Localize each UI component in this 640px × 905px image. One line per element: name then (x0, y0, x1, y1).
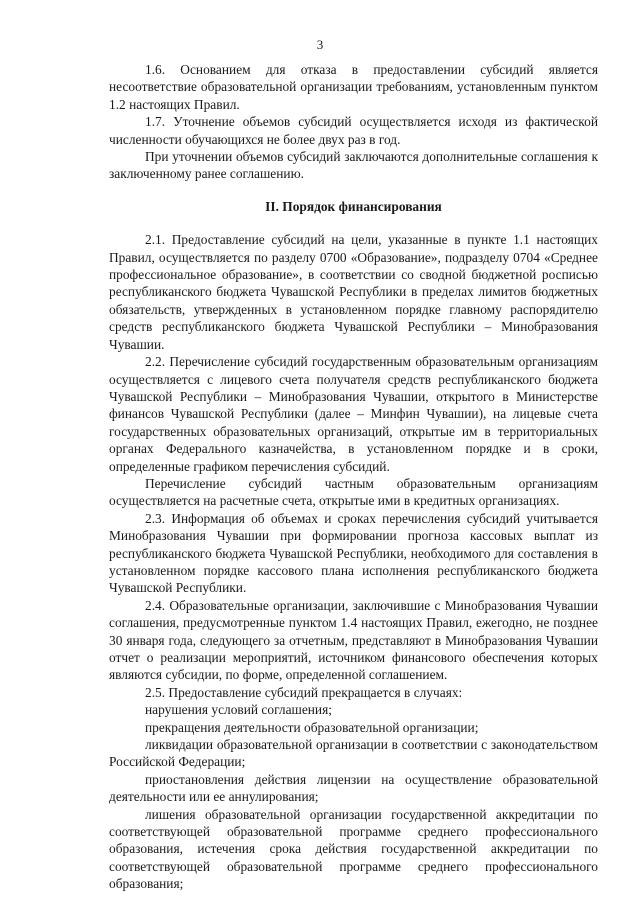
paragraph-1-6: 1.6. Основанием для отказа в предоставлении субсидий является несоответствие образовательной организации требованиям, установленным пунктом 1.2 настоящих Правил. (109, 62, 598, 112)
paragraph-2-3: 2.3. Информация об объемах и сроках перечисления субсидий учитывается Минобразования Чувашии при формировании прогноза кассовых выплат из республиканского бюджета Чувашской Республики, необходимого для составления в установленном порядке кассового плана исполнения республиканского бюджета Чувашской Республики. (109, 510, 598, 596)
list-item-termination: прекращения деятельности образовательной организации; (145, 719, 479, 735)
paragraph-2-2: 2.2. Перечисление субсидий государственным образовательным организациям осуществляется с лицевого счета получателя средств республиканского бюджета Чувашской Республики – Минобразования Чувашии, открытого в Министерстве финансов Чувашской Республики (далее – Минфин Чувашии), на лицевые счета государственных образовательных организаций, открытые им в территориальных органах Федерального казначейства, в установленном порядке и в сроки, определенные графиком перечисления субсидий. (109, 354, 598, 474)
paragraph-2-5: 2.5. Предоставление субсидий прекращается в случаях: (145, 684, 463, 700)
paragraph-private-transfer: Перечисление субсидий частным образовательным организациям осуществляется на расчетные счета, открытые ими в кредитных организациях. (109, 475, 598, 509)
document-body (109, 61, 598, 893)
paragraph-2-4: 2.4. Образовательные организации, заключившие с Минобразования Чувашии соглашения, предусмотренные пунктом 1.4 настоящих Правил, ежегодно, не позднее 30 января года, следующего за отчетным, представляют в Минобразования Чувашии отчет о реализации мероприятий, источником финансового обеспечения которых являются субсидии, по форме, определенной соглашением. (109, 597, 598, 683)
page-number: 3 (316, 37, 324, 52)
list-item-violation: нарушения условий соглашения; (145, 702, 332, 718)
list-item-accreditation-loss: лишения образовательной организации государственной аккредитации по соответствующей образовательной программе среднего профессионального образования, истечения срока действия государственной аккредитации по соответствующей образовательной программе среднего профессионального образования; (109, 806, 598, 892)
list-item-license-suspension: приостановления действия лицензии на осуществление образовательной деятельности или ее аннулирования; (109, 771, 598, 805)
section-heading: II. Порядок финансирования (265, 198, 442, 214)
paragraph-additional-agreements: При уточнении объемов субсидий заключаются дополнительные соглашения к заключенному ранее соглашению. (109, 149, 598, 182)
paragraph-2-1: 2.1. Предоставление субсидий на цели, указанные в пункте 1.1 настоящих Правил, осуществляется по разделу 0700 «Образование», подразделу 0704 «Среднее профессиональное образование», в соответствии со сводной бюджетной росписью республиканского бюджета Чувашской Республики в пределах лимитов бюджетных обязательств, утвержденных в установленном порядке главному распорядителю средств республиканского бюджета Чувашской Республики – Минобразования Чувашии. (109, 232, 598, 352)
paragraph-1-7: 1.7. Уточнение объемов субсидий осуществляется исходя из фактической численности обучающихся не более двух раз в год. (109, 114, 598, 147)
list-item-liquidation: ликвидации образовательной организации в соответствии с законодательством Российской Федерации; (109, 737, 598, 770)
